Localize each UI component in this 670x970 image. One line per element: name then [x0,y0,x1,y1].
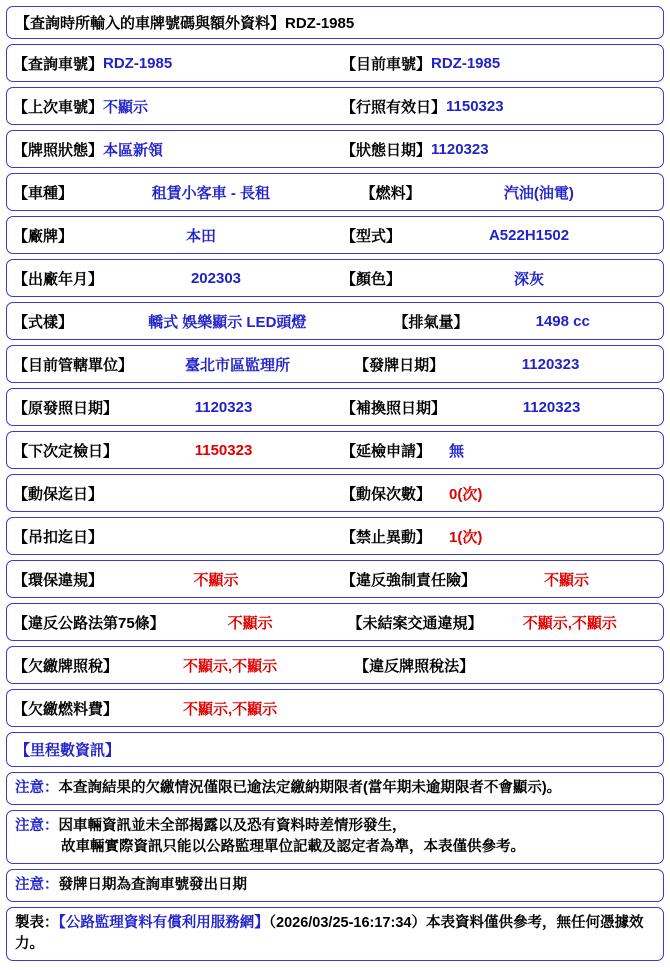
field-label: 【車種】 [13,184,74,202]
field-value: 1120323 [431,140,489,158]
row-right [335,217,663,253]
field-label: 【出廠年月】 [13,270,104,288]
row-right [335,260,663,296]
row-left [7,45,335,81]
row-left [7,217,335,253]
field-value: 不顯示,不顯示 [522,614,617,632]
note-text: 發牌日期為查詢車號發出日期 [58,877,247,894]
field-label: 【狀態日期】 [341,141,432,159]
field-label: 【違反強制責任險】 [341,571,477,589]
row-left [7,389,335,425]
table-row [6,302,664,340]
field-label: 【下次定檢日】 [13,442,119,460]
table-row [6,474,664,512]
field-label: 【目前管轄單位】 [13,356,134,374]
field-value: 1(次) [449,528,483,546]
row-right [348,647,663,683]
field-value: 不顯示 [227,614,273,632]
field-label: 【補換照日期】 [341,399,447,417]
field-value: A522H1502 [488,226,570,244]
field-value: 不顯示,不顯示 [182,657,278,675]
query-header [6,6,664,39]
footer-note [6,907,664,961]
field-label: 【延檢申請】 [341,442,432,460]
field-value: RDZ-1985 [103,54,173,72]
table-row [6,388,664,426]
field-value: 無 [449,442,465,460]
field-label: 【禁止異動】 [341,528,432,546]
row-right-empty [348,690,663,726]
field-label: 【吊扣迄日】 [13,528,104,546]
field-label: 【牌照狀態】 [13,141,104,159]
field-label: 【發牌日期】 [354,356,445,374]
row-right [342,604,663,640]
note-text: 因車輛資訊並未全部揭露以及恐有資料時差情形發生， [58,818,407,835]
field-value: 202303 [190,269,242,287]
note-item [6,869,664,902]
field-value: 1120323 [521,355,580,373]
row-left [7,346,348,382]
footer-text: 本表資料僅供參考，無任何憑據效力。 [15,915,644,953]
note-key: 注意： [15,780,59,796]
field-label: 【欠繳燃料費】 [13,700,119,718]
field-value: 租賃小客車 - 長租 [151,184,271,202]
query-header-value: RDZ-1985 [285,15,355,32]
table-row [6,259,664,297]
mileage-section [6,732,664,767]
field-label: 【目前車號】 [341,55,432,73]
row-right [355,174,663,210]
row-left [7,690,348,726]
row-right [335,561,663,597]
table-row-fuel-fee [6,689,664,727]
note-item [6,810,664,864]
row-right [335,389,663,425]
row-left [7,432,335,468]
field-label: 【違反牌照稅法】 [354,657,475,675]
field-value: 汽油(油電) [503,184,574,202]
row-right [348,346,663,382]
row-right [335,475,663,511]
field-label: 【顏色】 [341,270,402,288]
row-left [7,561,335,597]
field-label: 【排氣量】 [393,313,469,331]
field-value: 本區新領 [103,141,164,159]
field-label: 【上次車號】 [13,98,104,116]
table-row [6,87,664,125]
note-key: 注意： [15,877,59,894]
field-value: 1150323 [446,97,504,115]
note-item [6,772,664,805]
field-label: 【違反公路法第75條】 [13,614,165,632]
field-value: 轎式 娛樂顯示 LED頭燈 [148,313,307,331]
row-right [335,45,663,81]
table-row [6,130,664,168]
field-label: 【廠牌】 [13,227,74,245]
row-right [335,518,663,554]
row-left [7,174,355,210]
field-label: 【環保違規】 [13,571,104,589]
row-left [7,303,387,339]
table-row [6,646,664,684]
table-row [6,345,664,383]
query-header-label: 【查詢時所輸入的車牌號碼與額外資料】 [15,15,286,32]
field-label: 【未結案交通違規】 [347,614,483,632]
row-right [335,131,663,167]
table-row [6,560,664,598]
field-label: 【欠繳牌照稅】 [13,657,119,675]
footer-key: 製表： [15,915,59,932]
row-right [335,88,663,124]
field-value: 本田 [186,227,217,245]
field-value: 不顯示,不顯示 [182,700,278,718]
row-left [7,88,335,124]
field-value: 不顯示 [544,571,590,589]
footer-timestamp: （2026/03/25-16:17:34） [268,915,426,932]
row-left [7,518,335,554]
table-row [6,44,664,82]
field-value: 1120323 [194,398,253,416]
note-text: 本查詢結果的欠繳情況僅限已逾法定繳納期限者(當年期未逾期限者不會顯示)。 [58,780,562,796]
field-label: 【原發照日期】 [13,399,119,417]
field-value: 1150323 [194,441,253,459]
field-value: 不顯示 [193,571,239,589]
row-left [7,647,348,683]
table-row [6,517,664,555]
field-label: 【查詢車號】 [13,55,104,73]
field-value: 0(次) [449,485,483,503]
table-row [6,173,664,211]
field-value: 1120323 [522,398,581,416]
field-label: 【行照有效日】 [341,98,447,116]
field-value: RDZ-1985 [431,54,501,72]
table-row [6,431,664,469]
field-label: 【型式】 [341,227,402,245]
mileage-label: 【里程數資訊】 [15,742,121,759]
field-value: 臺北市區監理所 [185,356,291,374]
field-value: 1498 cc [535,312,590,330]
row-right [335,432,663,468]
row-left [7,131,335,167]
field-value: 不顯示 [103,98,149,116]
field-label: 【燃料】 [360,184,421,202]
footer-site[interactable]: 【公路監理資料有償利用服務網】 [58,915,269,932]
field-label: 【式樣】 [13,313,74,331]
table-row [6,216,664,254]
field-label: 【動保迄日】 [13,485,104,503]
field-value: 深灰 [514,270,545,288]
note-key: 注意： [15,818,59,835]
row-left [7,260,335,296]
row-left [7,604,342,640]
table-row [6,603,664,641]
field-label: 【動保次數】 [341,485,432,503]
note-text-2: 故車輛實際資訊只能以公路監理單位記載及認定者為準，本表僅供參考。 [61,839,525,856]
row-right [387,303,663,339]
row-left [7,475,335,511]
